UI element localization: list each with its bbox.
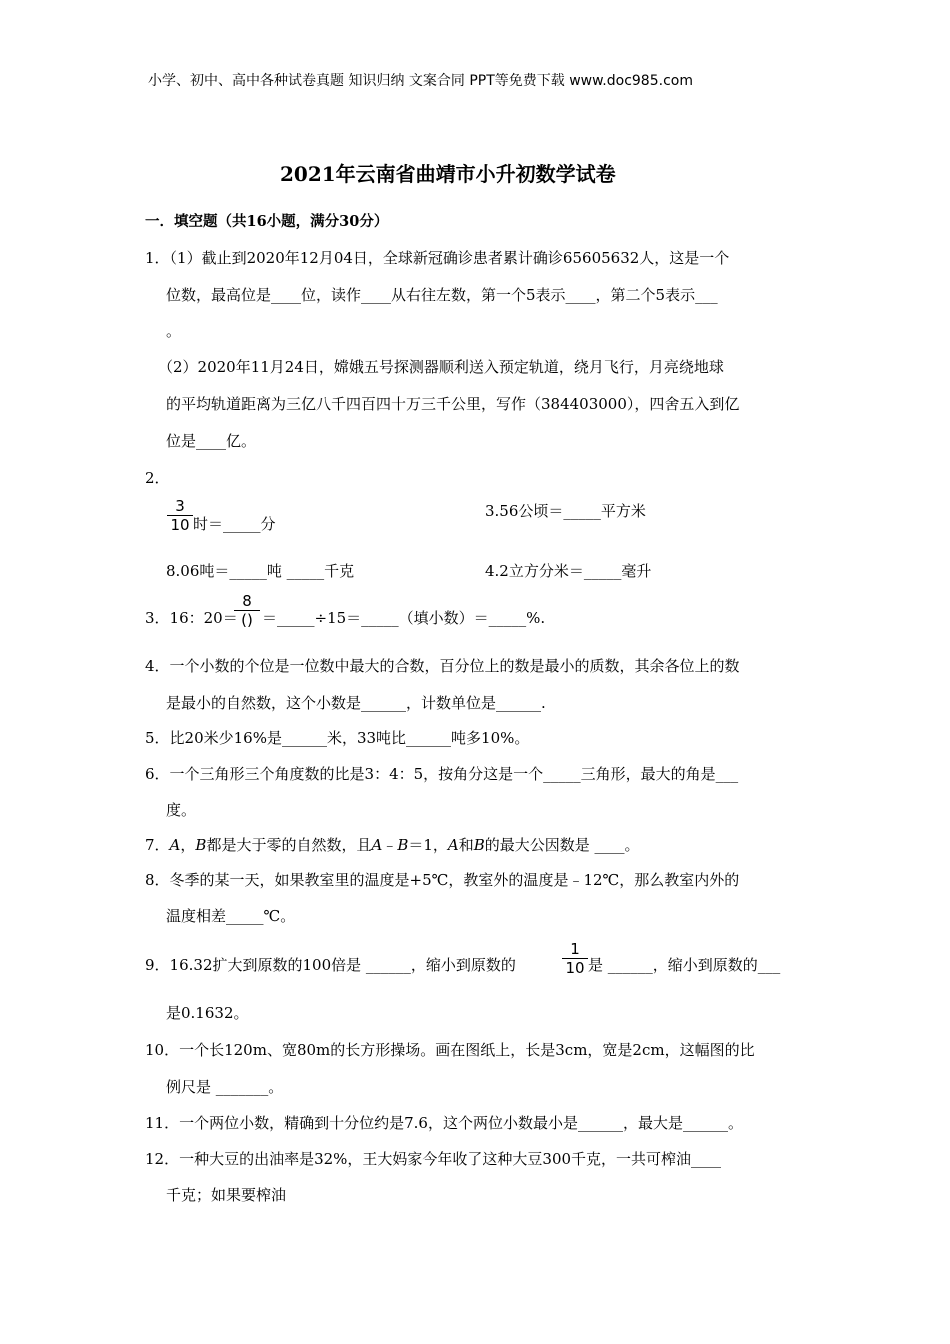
q10-line1: 10．一个长120m、宽80m的长方形操场。画在图纸上，长是3cm，宽是2cm，这幅图的比: [145, 1041, 755, 1059]
q11-line1: 11．一个两位小数，精确到十分位约是7.6，这个两位小数最小是______，最大是______。: [145, 1114, 743, 1132]
section-title: 一．填空题（共16小题，满分30分）: [145, 213, 389, 230]
q7-text: ，: [180, 836, 196, 854]
q1-line2: 位数，最高位是____位，读作____从右往左数，第一个5表示____，第二个5表示___: [166, 286, 718, 304]
q3-suffix: ＝_____÷15＝_____（填小数）＝_____%.: [262, 609, 546, 627]
q7-var: A: [169, 836, 181, 854]
q2-item-c: 8.06吨＝_____吨 _____千克: [166, 562, 355, 580]
q3-frac-numerator: 8: [242, 592, 252, 610]
q4-line1: 4．一个小数的个位是一位数中最大的合数，百分位上的数是最小的质数，其余各位上的数: [145, 657, 740, 675]
q9-line2: 是0.1632。: [166, 1004, 249, 1022]
page-title: 2021年云南省曲靖市小升初数学试卷: [280, 162, 616, 186]
q6-line2: 度。: [166, 801, 197, 819]
q9-suffix: 是 ______，缩小到原数的___: [588, 956, 781, 974]
q7-line1: [145, 834, 640, 855]
q12-line2: 千克；如果要榨油: [166, 1186, 287, 1204]
q7-var: B: [397, 836, 409, 854]
q7-text: ﹣: [382, 836, 398, 854]
q3-fraction: [234, 592, 260, 629]
q1-line6: 位是____亿。: [166, 432, 257, 450]
q7-var: A: [447, 836, 459, 854]
q7-text: 的最大公因数是 ____。: [484, 836, 640, 854]
q7-text: ＝1，: [408, 836, 448, 854]
q2-item-a: 时＝_____分: [193, 515, 276, 533]
q9-prefix: 9．16.32扩大到原数的100倍是 ______，缩小到原数的: [145, 956, 516, 974]
q4-line2: 是最小的自然数，这个小数是______，计数单位是______.: [166, 694, 546, 712]
q2-number: 2．: [145, 469, 170, 487]
q1-line3: 。: [166, 322, 182, 340]
q8-line2: 温度相差_____℃。: [166, 907, 296, 925]
q7-var: B: [195, 836, 207, 854]
q12-line1: 12．一种大豆的出油率是32%，王大妈家今年收了这种大豆300千克，一共可榨油____: [145, 1150, 722, 1168]
q1-line1: 1．（1）截止到2020年12月04日，全球新冠确诊患者累计确诊65605632人，这是一个: [145, 249, 730, 267]
q7-var: A: [371, 836, 383, 854]
q7-text: 都是大于零的自然数，且: [206, 836, 372, 854]
q7-text: 和: [458, 836, 474, 854]
q9-fraction: [562, 940, 588, 977]
page-header: 小学、初中、高中各种试卷真题 知识归纳 文案合同 PPT等免费下载 www.doc985.com: [148, 73, 693, 89]
q2-frac-denominator: 10: [170, 516, 190, 534]
q1-line5: 的平均轨道距离为三亿八千四百四十万三千公里，写作（384403000），四舍五入到亿: [166, 395, 740, 413]
q2-item-b: 3.56公顷＝_____平方米: [485, 502, 646, 520]
q1-line4: （2）2020年11月24日，嫦娥五号探测器顺利送入预定轨道，绕月飞行，月亮绕地球: [158, 358, 724, 376]
q3-prefix: 3．16：20＝: [145, 609, 238, 627]
q8-line1: 8．冬季的某一天，如果教室里的温度是+5℃，教室外的温度是﹣12℃，那么教室内外的: [145, 871, 740, 889]
q6-line1: 6．一个三角形三个角度数的比是3：4：5，按角分这是一个_____三角形，最大的角是___: [145, 765, 739, 783]
q2-frac-numerator: 3: [175, 497, 185, 515]
q10-line2: 例尺是 _______。: [166, 1078, 284, 1096]
q7-var: B: [473, 836, 485, 854]
q9-frac-numerator: 1: [570, 940, 580, 958]
q2-item-d: 4.2立方分米＝_____毫升: [485, 562, 652, 580]
q5-line1: 5．比20米少16%是______米，33吨比______吨多10%。: [145, 729, 530, 747]
q3-frac-denominator: (): [241, 611, 253, 629]
q2-fraction: [167, 497, 193, 534]
q7-text: 7．: [145, 836, 170, 854]
q9-frac-denominator: 10: [565, 959, 585, 977]
